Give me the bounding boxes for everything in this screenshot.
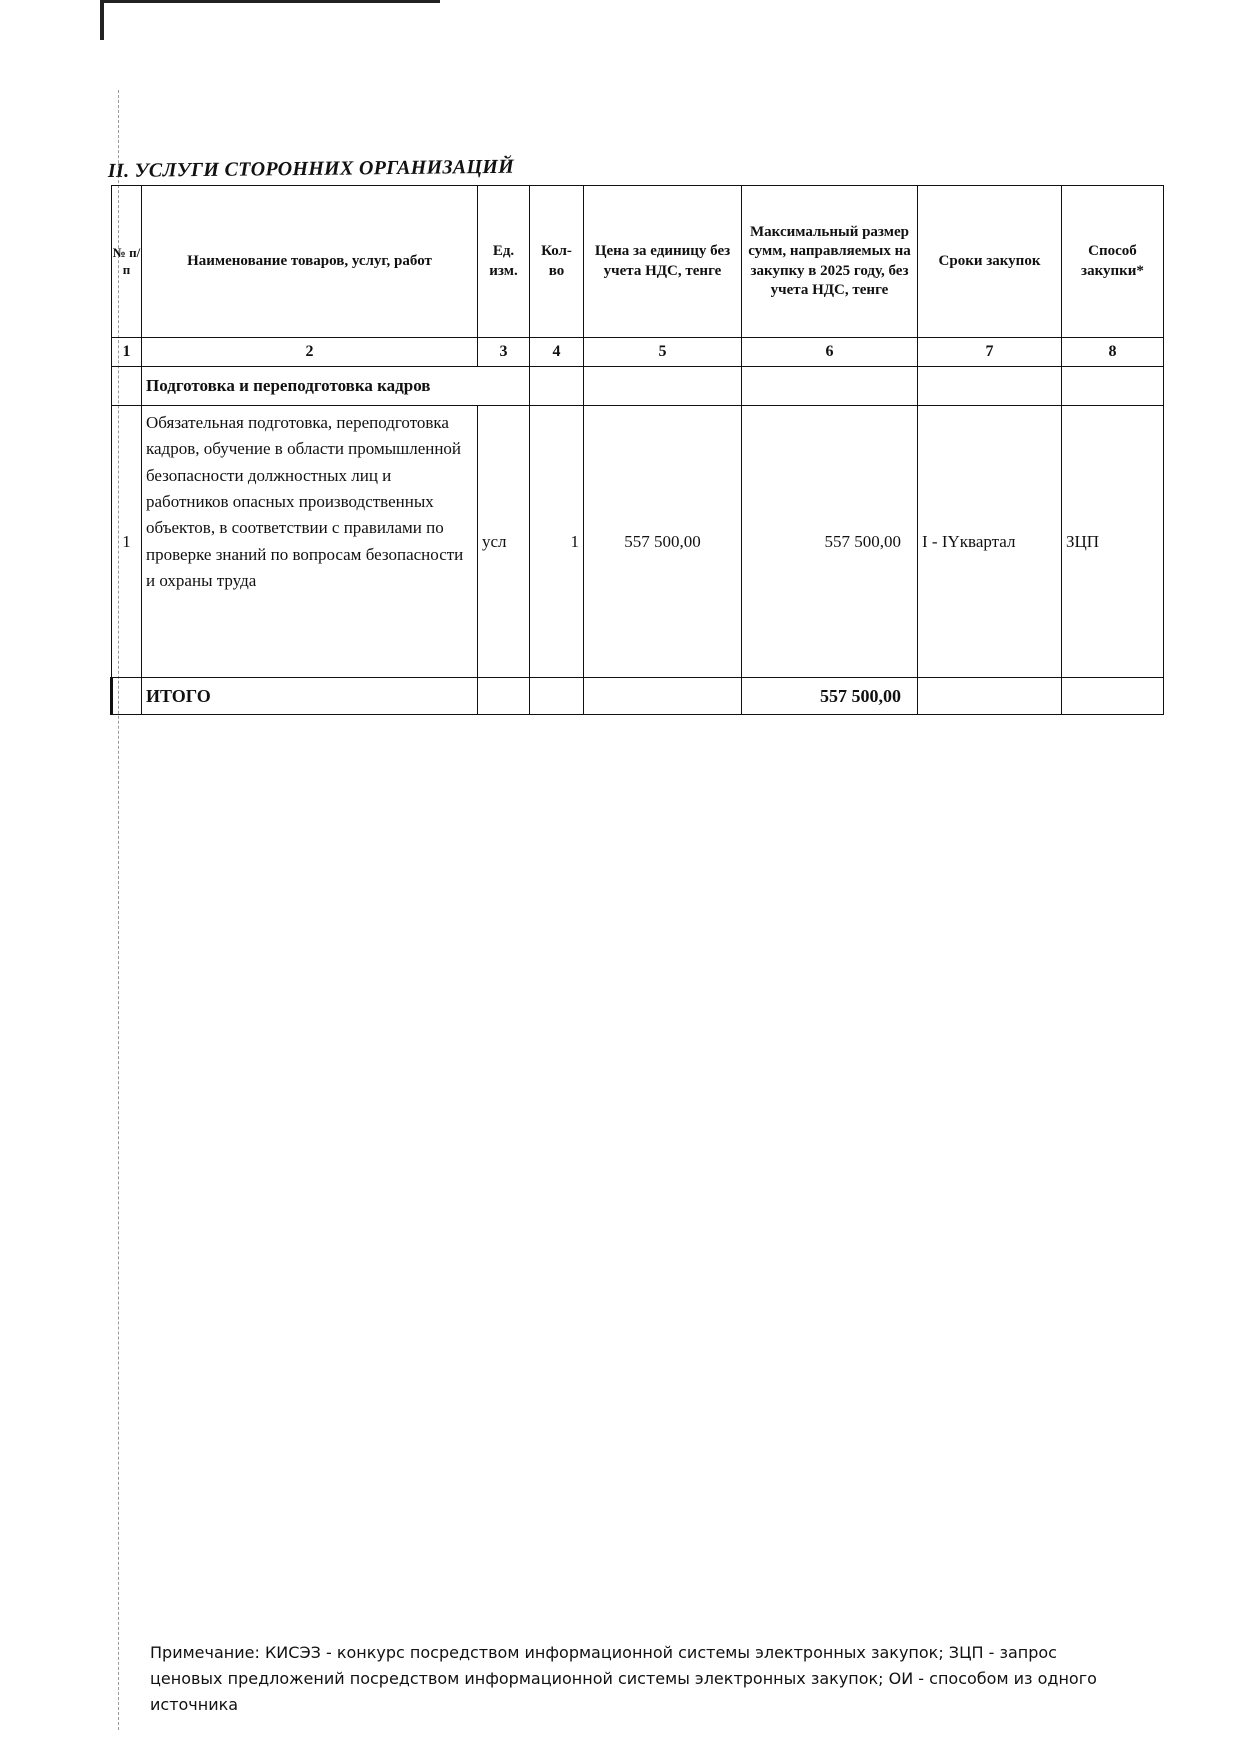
column-number: 2 (142, 338, 478, 367)
header-method: Способ закупки* (1062, 186, 1164, 338)
column-number: 7 (918, 338, 1062, 367)
row-qty: 1 (530, 406, 584, 678)
row-unit: усл (478, 406, 530, 678)
total-label: ИТОГО (142, 678, 478, 715)
footnote-line: ценовых предложений посредством информационной системы электронных закупок; ОИ - способом из одного (150, 1669, 1097, 1688)
scan-corner-mark (100, 0, 440, 3)
category-label: Подготовка и переподготовка кадров (142, 367, 530, 406)
header-period: Сроки закупок (918, 186, 1062, 338)
row-method: ЗЦП (1062, 406, 1164, 678)
footnote-line: источника (150, 1695, 239, 1714)
row-price: 557 500,00 (584, 406, 742, 678)
footnote-line: Примечание: КИСЭЗ - конкурс посредством информационной системы электронных закупок; ЗЦП - запрос (150, 1643, 1057, 1662)
header-max-sum: Максимальный размер сумм, направляемых на закупку в 2025 году, без учета НДС, тенге (742, 186, 918, 338)
column-number: 1 (112, 338, 142, 367)
row-num: 1 (112, 406, 142, 678)
procurement-table (110, 185, 1164, 715)
header-name: Наименование товаров, услуг, работ (142, 186, 478, 338)
total-sum: 557 500,00 (742, 678, 918, 715)
column-number: 3 (478, 338, 530, 367)
row-name: Обязательная подготовка, переподготовка кадров, обучение в области промышленной безопасности должностных лиц и работников опасных производственных объектов, в соответствии с правилами по проверке знаний по вопросам безопасности и охраны труда (142, 406, 478, 678)
column-number: 6 (742, 338, 918, 367)
row-period: I - IYквартал (918, 406, 1062, 678)
header-qty: Кол-во (530, 186, 584, 338)
column-number: 8 (1062, 338, 1164, 367)
column-number-row (112, 338, 1164, 367)
table-row (112, 406, 1164, 678)
header-row (112, 186, 1164, 338)
header-unit: Ед. изм. (478, 186, 530, 338)
header-num: № п/п (112, 186, 142, 338)
category-row (112, 367, 1164, 406)
scan-corner-mark-vertical (100, 0, 104, 40)
column-number: 4 (530, 338, 584, 367)
section-title: II. УСЛУГИ СТОРОННИХ ОРГАНИЗАЦИЙ (107, 155, 515, 183)
total-row (112, 678, 1164, 715)
row-max-sum: 557 500,00 (742, 406, 918, 678)
header-price: Цена за единицу без учета НДС, тенге (584, 186, 742, 338)
column-number: 5 (584, 338, 742, 367)
footnote (150, 1640, 1110, 1718)
